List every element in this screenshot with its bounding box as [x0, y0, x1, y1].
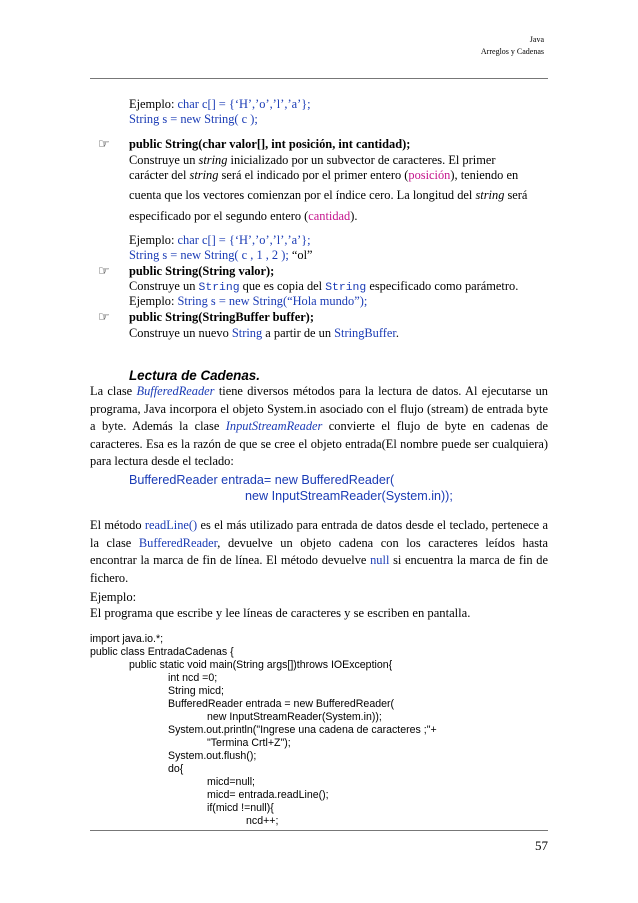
text: La clase [90, 384, 137, 398]
method-name: readLine() [144, 518, 198, 532]
code-line: public static void main(String args[])throws IOException{ [129, 659, 393, 671]
ctor3-desc [129, 326, 399, 341]
class-name: BufferedReader [138, 535, 218, 550]
example-label: Ejemplo: [129, 294, 178, 308]
text: . [395, 326, 399, 340]
code-line: if(micd !=null){ [207, 802, 274, 814]
paragraph-readline [90, 517, 548, 587]
code-line: BufferedReader entrada = new BufferedReader( [168, 698, 395, 710]
code-line: System.out.flush(); [168, 750, 257, 762]
header-rule [90, 78, 548, 79]
text: cuenta que los vectores comienzan por el índice cero. La longitud del [129, 188, 476, 202]
text: string [475, 188, 505, 202]
ctor1-desc-line1 [129, 153, 495, 168]
section-title: Lectura de Cadenas. [129, 368, 260, 383]
text: a partir de un [262, 326, 335, 340]
ctor1-signature: public String(char valor[], int posición, int cantidad); [129, 137, 411, 151]
code-line: micd= entrada.readLine(); [207, 789, 329, 801]
snippet-line2: new InputStreamReader(System.in)); [245, 489, 453, 503]
code-line: public class EntradaCadenas { [90, 646, 234, 658]
code-inline: StringBuffer [334, 326, 396, 340]
header-title: Java [529, 35, 544, 44]
ctor2-example [129, 294, 367, 309]
ctor2-signature: public String(String valor); [129, 264, 275, 278]
ctor1-desc-line3 [129, 188, 527, 203]
text: convierte el flujo de byte en cadenas de caracteres. Esa es la razón de que se cree el objeto entrada(El nombre puede ser cualquiera) para lectura desde el teclado: [90, 419, 548, 469]
paragraph-bufferedreader [90, 383, 548, 471]
code-line: import java.io.*; [90, 633, 164, 645]
ctor3-signature: public String(StringBuffer buffer); [129, 310, 314, 324]
text: string [189, 168, 219, 182]
snippet-line1: BufferedReader entrada= new BufferedReader( [129, 473, 395, 487]
text: especificado como parámetro. [366, 279, 519, 293]
footer-rule [90, 830, 548, 831]
pointing-hand-icon: ☞ [98, 137, 110, 152]
code-inline: char c[] = {‘H’,’o’,’l’,’a’}; [177, 233, 311, 247]
code-line: "Termina Crtl+Z"); [207, 737, 291, 749]
page-number: 57 [535, 838, 548, 853]
pointing-hand-icon: ☞ [98, 310, 110, 325]
example-label: Ejemplo: [129, 97, 178, 111]
text: carácter del [129, 168, 190, 182]
class-name: InputStreamReader [225, 419, 323, 434]
example1-line1 [129, 97, 311, 112]
result-text: “ol” [291, 248, 313, 262]
text: especificado por el segundo entero ( [129, 209, 309, 223]
text: posición [408, 168, 451, 182]
header-subtitle: Arreglos y Cadenas [480, 47, 544, 56]
pointing-hand-icon: ☞ [98, 264, 110, 279]
text: inicializado por un subvector de caracteres. El primer [227, 153, 496, 167]
text: ), teniendo en [450, 168, 519, 182]
text: tiene diversos métodos para la lectura de datos. Al ejecutarse un programa, Java incorpora el objeto System.in asociado con el flujo (stream) de entrada byte a byte. Además la clase [90, 384, 549, 434]
text: que es copia del [239, 279, 326, 293]
example-description: El programa que escribe y lee líneas de caracteres y se escriben en pantalla. [90, 606, 471, 620]
code-inline: String [231, 326, 263, 340]
code-line: String micd; [168, 685, 224, 697]
text: string [198, 153, 228, 167]
code-line: new InputStreamReader(System.in)); [207, 711, 382, 723]
text: cantidad [308, 209, 351, 223]
text: El método [90, 518, 145, 532]
code-inline: String [325, 282, 367, 294]
code-inline: String s = new String(“Hola mundo”); [177, 294, 368, 308]
text: ). [350, 209, 358, 223]
example1-line2: String s = new String( c ); [129, 112, 258, 126]
ctor1-desc-line2 [129, 168, 518, 183]
text: Construye un [129, 153, 199, 167]
text: es el más utilizado para entrada de datos desde el teclado, pertenece a la clase [90, 518, 548, 550]
keyword: null [370, 553, 390, 568]
code-line: int ncd =0; [168, 672, 218, 684]
text: Construye un nuevo [129, 326, 232, 340]
code-line: do{ [168, 763, 184, 775]
code-inline: String [198, 282, 240, 294]
class-name: BufferedReader [136, 384, 215, 398]
code-line: ncd++; [246, 815, 279, 827]
code-inline: char c[] = {‘H’,’o’,’l’,’a’}; [177, 97, 311, 111]
code-line: micd=null; [207, 776, 255, 788]
text: si encuentra la marca de fin de fichero. [90, 553, 548, 585]
ctor1-example-line2 [129, 248, 313, 263]
text: será [504, 188, 528, 202]
ctor1-desc-line4 [129, 209, 357, 224]
text: , devuelve un objeto cadena con los caracteres leídos hasta encontrar la marca de fin de línea. El método devuelve [90, 535, 548, 568]
text: Construye un [129, 279, 199, 293]
text: será el indicado por el primer entero ( [218, 168, 409, 182]
example-label: Ejemplo: [129, 233, 178, 247]
code-inline: String s = new String( c , 1 , 2 ); [129, 248, 289, 262]
ctor1-example-line1 [129, 233, 311, 248]
code-line: System.out.println("Ingrese una cadena de caracteres ;"+ [168, 724, 437, 736]
example-title: Ejemplo: [90, 590, 137, 604]
